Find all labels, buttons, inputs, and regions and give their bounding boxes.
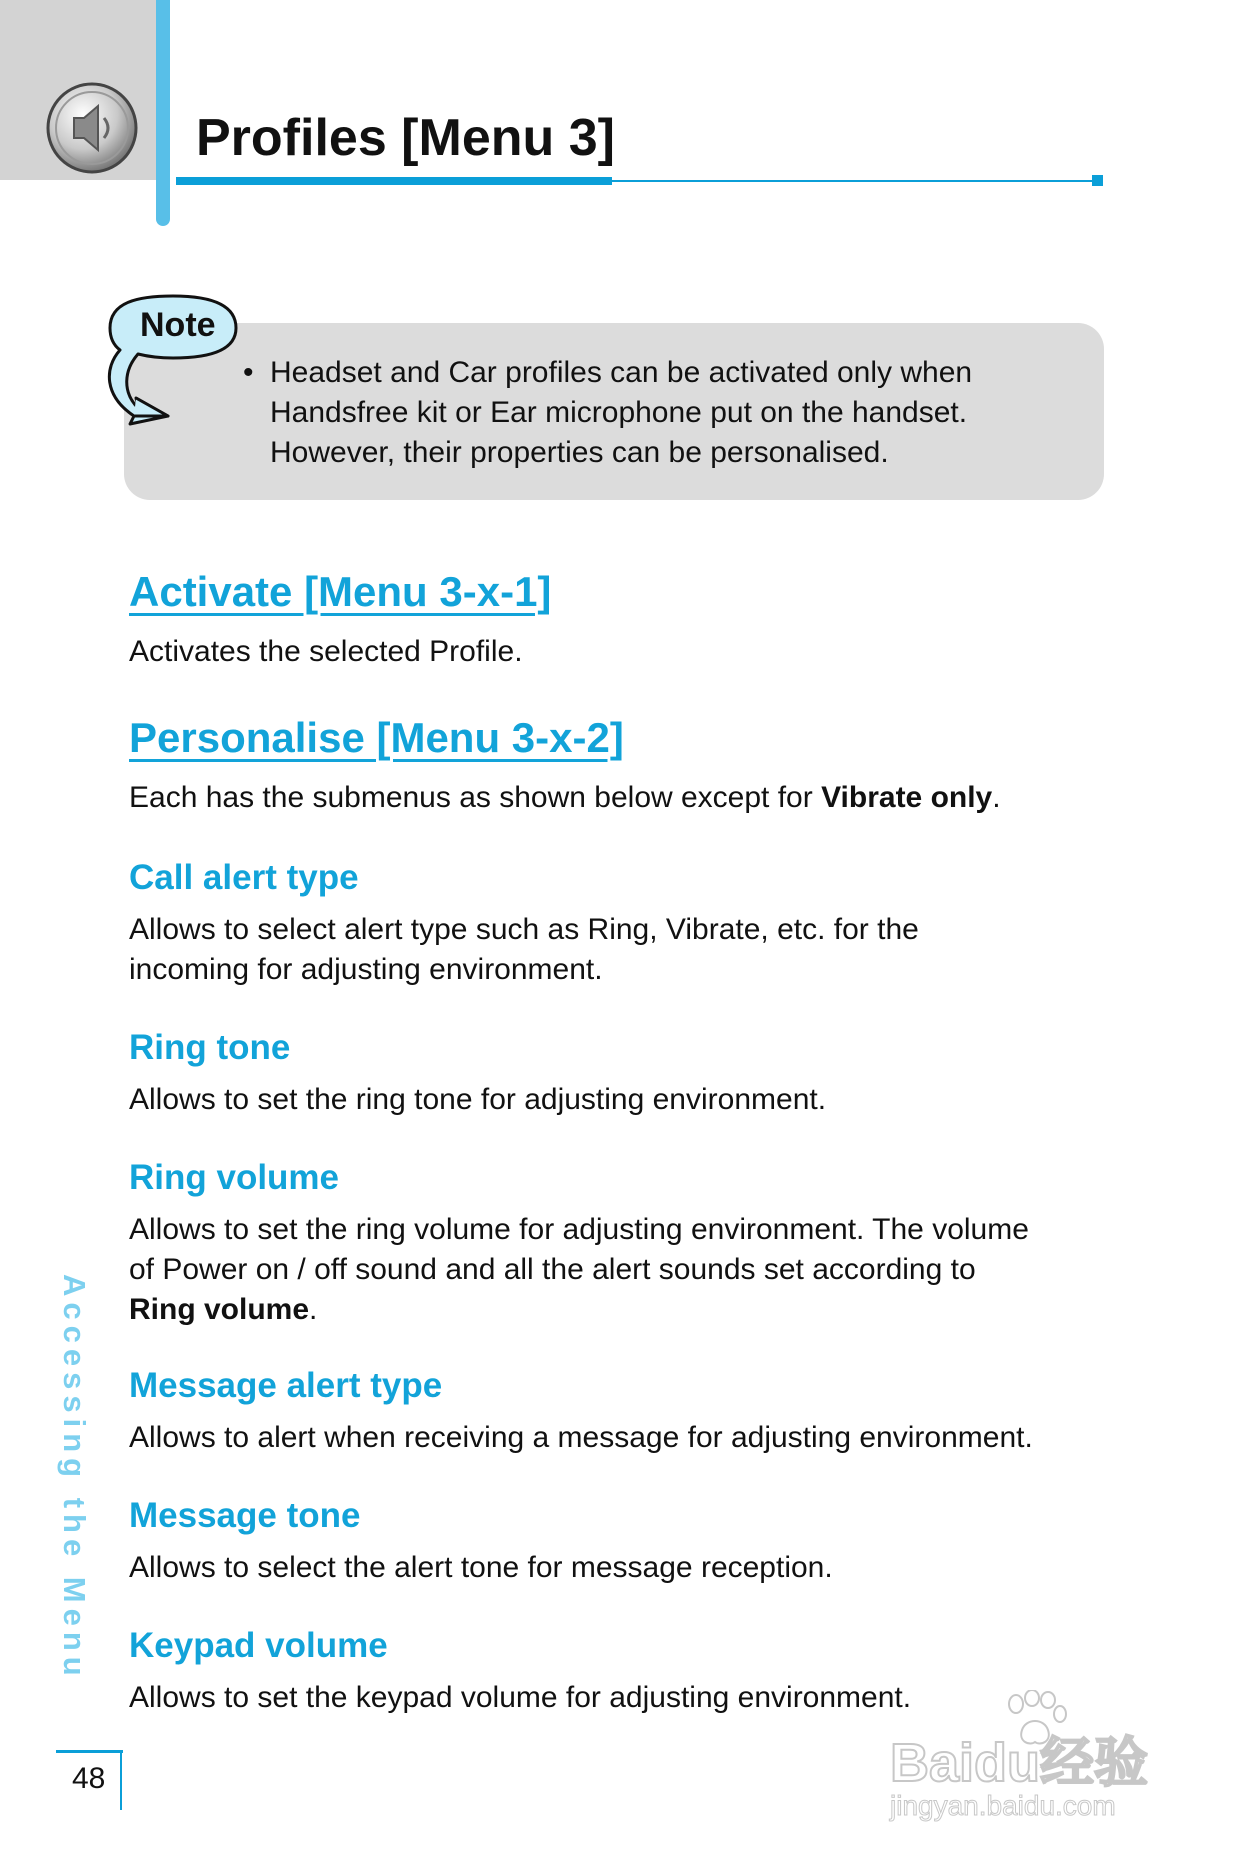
note-label: Note: [140, 306, 216, 344]
page-number: 48: [72, 1762, 106, 1795]
note-line: Headset and Car profiles can be activated only when: [270, 356, 973, 389]
activate-description: Activates the selected Profile.: [129, 635, 523, 668]
ring-tone-description: Allows to set the ring tone for adjusting environment.: [129, 1083, 827, 1116]
watermark-url: jingyan.baidu.com: [890, 1790, 1116, 1821]
watermark: [880, 1690, 1180, 1830]
message-tone-description: Allows to select the alert tone for message reception.: [129, 1551, 833, 1584]
title-underline-thick: [176, 177, 612, 185]
heading-activate: Activate [Menu 3-x-1]: [129, 568, 552, 615]
speaker-icon: [44, 80, 140, 176]
heading-message-alert-type: Message alert type: [129, 1366, 443, 1405]
note-text: [245, 353, 1065, 473]
title-underline-thin: [612, 180, 1097, 182]
note-bullet: •: [243, 356, 254, 389]
heading-personalise: Personalise [Menu 3-x-2]: [129, 714, 624, 761]
keypad-volume-description: Allows to set the keypad volume for adjusting environment.: [129, 1681, 912, 1714]
page-number-rule: [56, 1750, 123, 1753]
watermark-main: Baidu经验: [890, 1733, 1149, 1793]
page-title: Profiles [Menu 3]: [196, 109, 615, 167]
heading-call-alert-type: Call alert type: [129, 858, 359, 897]
heading-message-tone: Message tone: [129, 1496, 361, 1535]
call-alert-type-description: Allows to select alert type such as Ring, Vibrate, etc. for the incoming for adjusting environment.: [129, 913, 919, 986]
page-number-rule-vertical: [120, 1750, 122, 1810]
heading-ring-volume: Ring volume: [129, 1158, 340, 1197]
heading-ring-tone: Ring tone: [129, 1028, 291, 1067]
sidebar-section-label: Accessing the Menu: [57, 1274, 92, 1682]
heading-keypad-volume: Keypad volume: [129, 1626, 388, 1665]
note-line: However, their properties can be personalised.: [270, 436, 889, 469]
note-line: Handsfree kit or Ear microphone put on the handset.: [270, 396, 968, 429]
title-underline-endpoint: [1092, 175, 1103, 186]
message-alert-type-description: Allows to alert when receiving a message for adjusting environment.: [129, 1421, 1033, 1454]
header-vertical-bar: [156, 0, 170, 226]
ring-volume-description: Allows to set the ring volume for adjusting environment. The volume of Power on / off sound and all the alert sounds set according to Ring volume.: [129, 1213, 1029, 1326]
personalise-description: Each has the submenus as shown below except for Vibrate only.: [129, 781, 1001, 814]
